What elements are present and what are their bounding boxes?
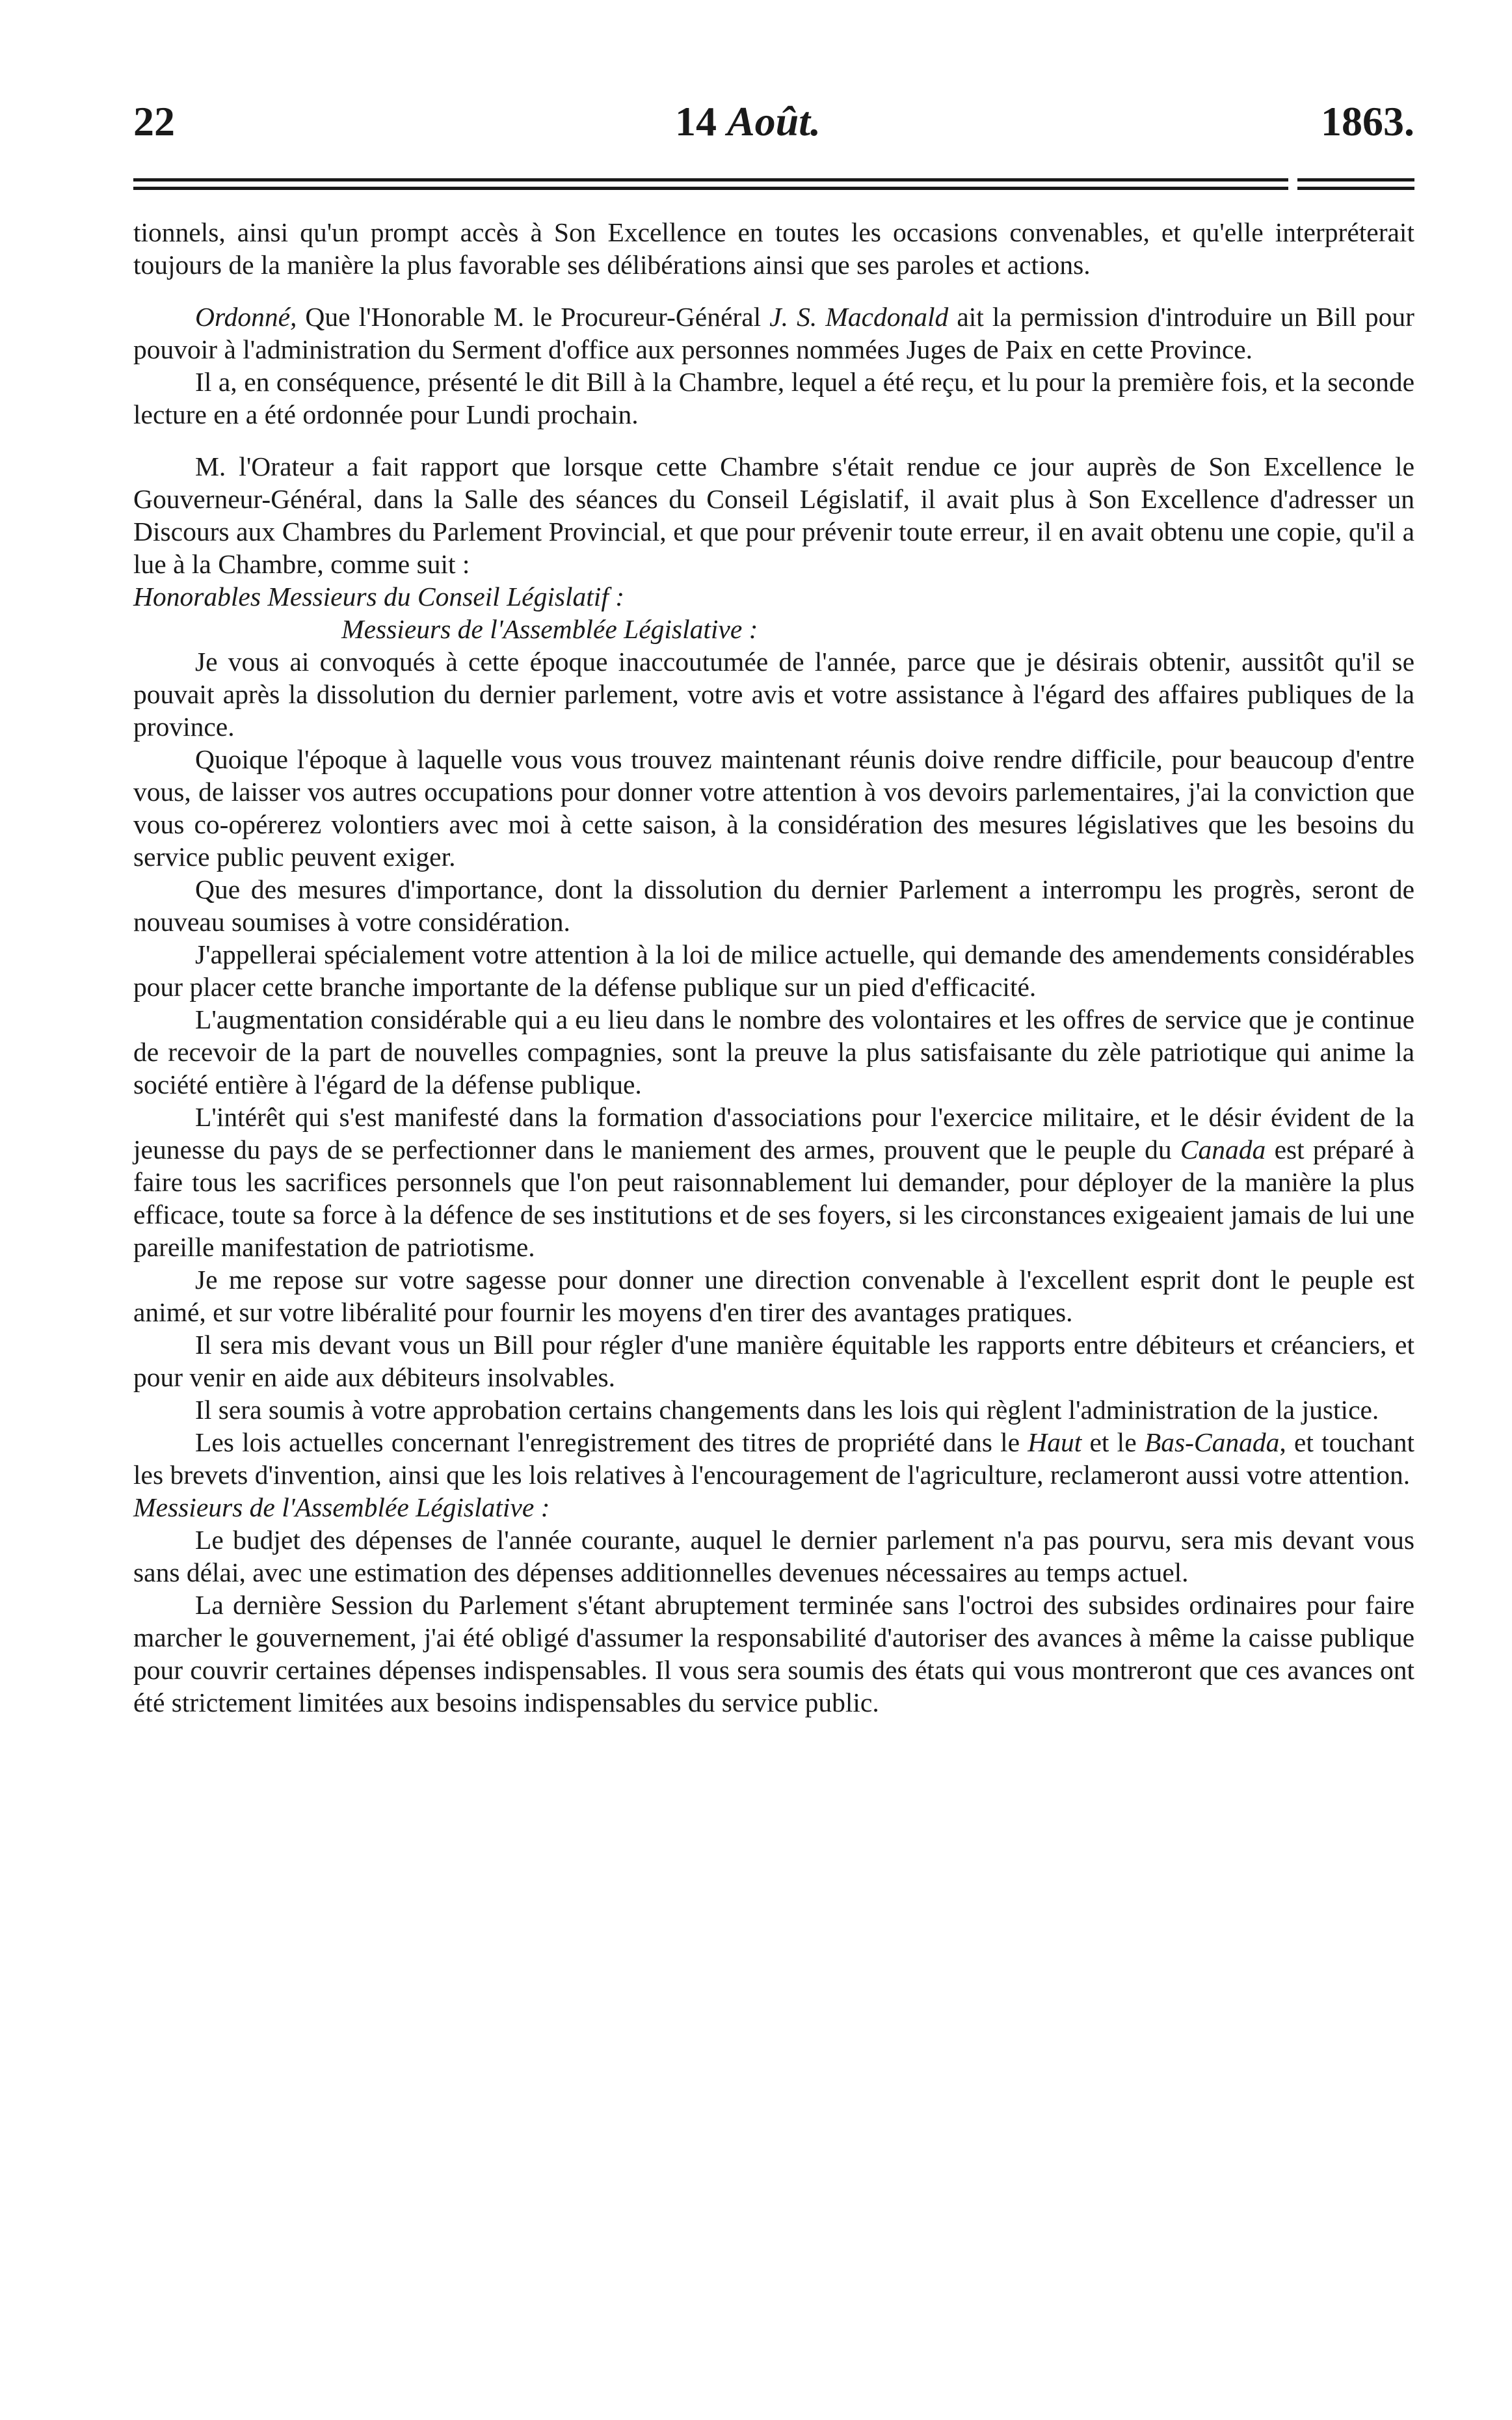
salutation-assembly: Messieurs de l'Assemblée Législative : (341, 614, 758, 644)
text-span: ait la permission d'introduire un Bill pour pouvoir à l'administration du Serment d'office aux personnes nommées Juges de Paix en cette Province. (133, 302, 1414, 364)
text-span: L'intérêt qui s'est manifesté dans la formation d'associations pour l'exercice militaire, et le désir évident de la jeunesse du pays de se perfectionner dans le maniement des armes, prouvent que le peuple du (133, 1102, 1414, 1164)
salutation-assembly: Messieurs de l'Assemblée Législative : (133, 1492, 550, 1522)
paragraph-order (133, 301, 1414, 366)
place-name: Haut (1028, 1427, 1082, 1457)
text-span: , et touchant les brevets d'invention, ainsi que les lois relatives à l'encouragement de l'agriculture, reclameront aussi votre attention. (133, 1427, 1414, 1490)
rule-line (133, 187, 1414, 190)
speech-paragraph: Je me repose sur votre sagesse pour donner une direction convenable à l'excellent esprit dont le peuple est animé, et sur votre libéralité pour fournir les moyens d'en tirer des avantages pratiques. (133, 1265, 1414, 1327)
place-name: Bas-Canada (1144, 1427, 1280, 1457)
salutation-council: Honorables Messieurs du Conseil Législatif : (133, 582, 625, 612)
speech-paragraph: Il sera mis devant vous un Bill pour régler d'une manière équitable les rapports entre débiteurs et créanciers, et pour venir en aide aux débiteurs insolvables. (133, 1330, 1414, 1392)
text-span: Que l'Honorable M. le Procureur-Général (297, 302, 770, 332)
speech-paragraph: Le budjet des dépenses de l'année courante, auquel le dernier parlement n'a pas pourvu, sera mis devant vous sans délai, avec une estimation des dépenses additionnelles devenues nécessaires au temps actuel. (133, 1525, 1414, 1587)
place-name: Canada (1180, 1135, 1266, 1164)
speech-paragraph (133, 1426, 1414, 1491)
speech-paragraph: Je vous ai convoqués à cette époque inaccoutumée de l'année, parce que je désirais obtenir, aussitôt qu'il se pouvait après la dissolution du dernier parlement, votre avis et votre assistance à l'égard des affaires publiques de la province. (133, 647, 1414, 742)
header-rule (133, 178, 1414, 190)
speech-paragraph: J'appellerai spécialement votre attention à la loi de milice actuelle, qui demande des amendements considérables pour placer cette branche importante de la défense publique sur un pied d'efficacité. (133, 939, 1414, 1002)
speech-paragraph (133, 1101, 1414, 1263)
paragraph: Il a, en conséquence, présenté le dit Bill à la Chambre, lequel a été reçu, et lu pour la première fois, et la seconde lecture en a été ordonnée pour Lundi prochain. (133, 367, 1414, 429)
speech-paragraph: Il sera soumis à votre approbation certains changements dans les lois qui règlent l'administration de la justice. (195, 1395, 1379, 1425)
page-header (133, 98, 1414, 146)
speech-paragraph: Quoique l'époque à laquelle vous vous trouvez maintenant réunis doive rendre difficile, pour beaucoup d'entre vous, de laisser vos autres occupations pour donner votre attention à vos devoirs parlementaires, j'ai la conviction que vous co-opérerez volontiers avec moi à cette saison, à la considération des mesures législatives que les besoins du service public peuvent exiger. (133, 744, 1414, 872)
date-month: Août. (726, 98, 821, 144)
document-body (133, 216, 1414, 1719)
speech-paragraph: Que des mesures d'importance, dont la dissolution du dernier Parlement a interrompu les progrès, seront de nouveau soumises à votre considération. (133, 874, 1414, 937)
text-span: et le (1081, 1427, 1145, 1457)
text-span: Les lois actuelles concernant l'enregistrement des titres de propriété dans le (195, 1427, 1028, 1457)
person-name: J. S. Macdonald (769, 302, 949, 332)
speech-paragraph: L'augmentation considérable qui a eu lieu dans le nombre des volontaires et les offres de service que je continue de recevoir de la part de nouvelles compagnies, sont la preuve la plus satisfaisante du zèle patriotique qui anime la société entière à l'égard de la défense publique. (133, 1004, 1414, 1099)
page-year: 1863. (1321, 98, 1414, 144)
order-lead: Ordonné, (195, 302, 297, 332)
rule-line (133, 178, 1414, 182)
page-number: 22 (133, 98, 175, 144)
text-span: est préparé à faire tous les sacrifices personnels que l'on peut raisonnablement lui demander, pour déployer de la manière la plus efficace, toute sa force à la défence de ses institutions et de ses foyers, si les circonstances exigeaient jamais de lui une pareille manifestation de patriotisme. (133, 1135, 1414, 1262)
speech-paragraph: La dernière Session du Parlement s'étant abruptement terminée sans l'octroi des subsides ordinaires pour faire marcher le gouvernement, j'ai été obligé d'assumer la responsabilité d'autoriser des avances à même la caisse publique pour couvrir certaines dépenses indispensables. Il vous sera soumis des états qui vous montreront que ces avances ont été strictement limitées aux besoins indispensables du service public. (133, 1590, 1414, 1717)
paragraph: tionnels, ainsi qu'un prompt accès à Son Excellence en toutes les occasions convenables, et qu'elle interpréterait toujours de la manière la plus favorable ses délibérations ainsi que ses paroles et actions. (133, 217, 1414, 280)
date-day: 14 (674, 98, 717, 144)
page-date (675, 98, 821, 146)
paragraph: M. l'Orateur a fait rapport que lorsque cette Chambre s'était rendue ce jour auprès de Son Excellence le Gouverneur-Général, dans la Salle des séances du Conseil Législatif, il avait plus à Son Excellence d'adresser un Discours aux Chambres du Parlement Provincial, et que pour prévenir toute erreur, il en avait obtenu une copie, qu'il a lue à la Chambre, comme suit : (133, 451, 1414, 579)
